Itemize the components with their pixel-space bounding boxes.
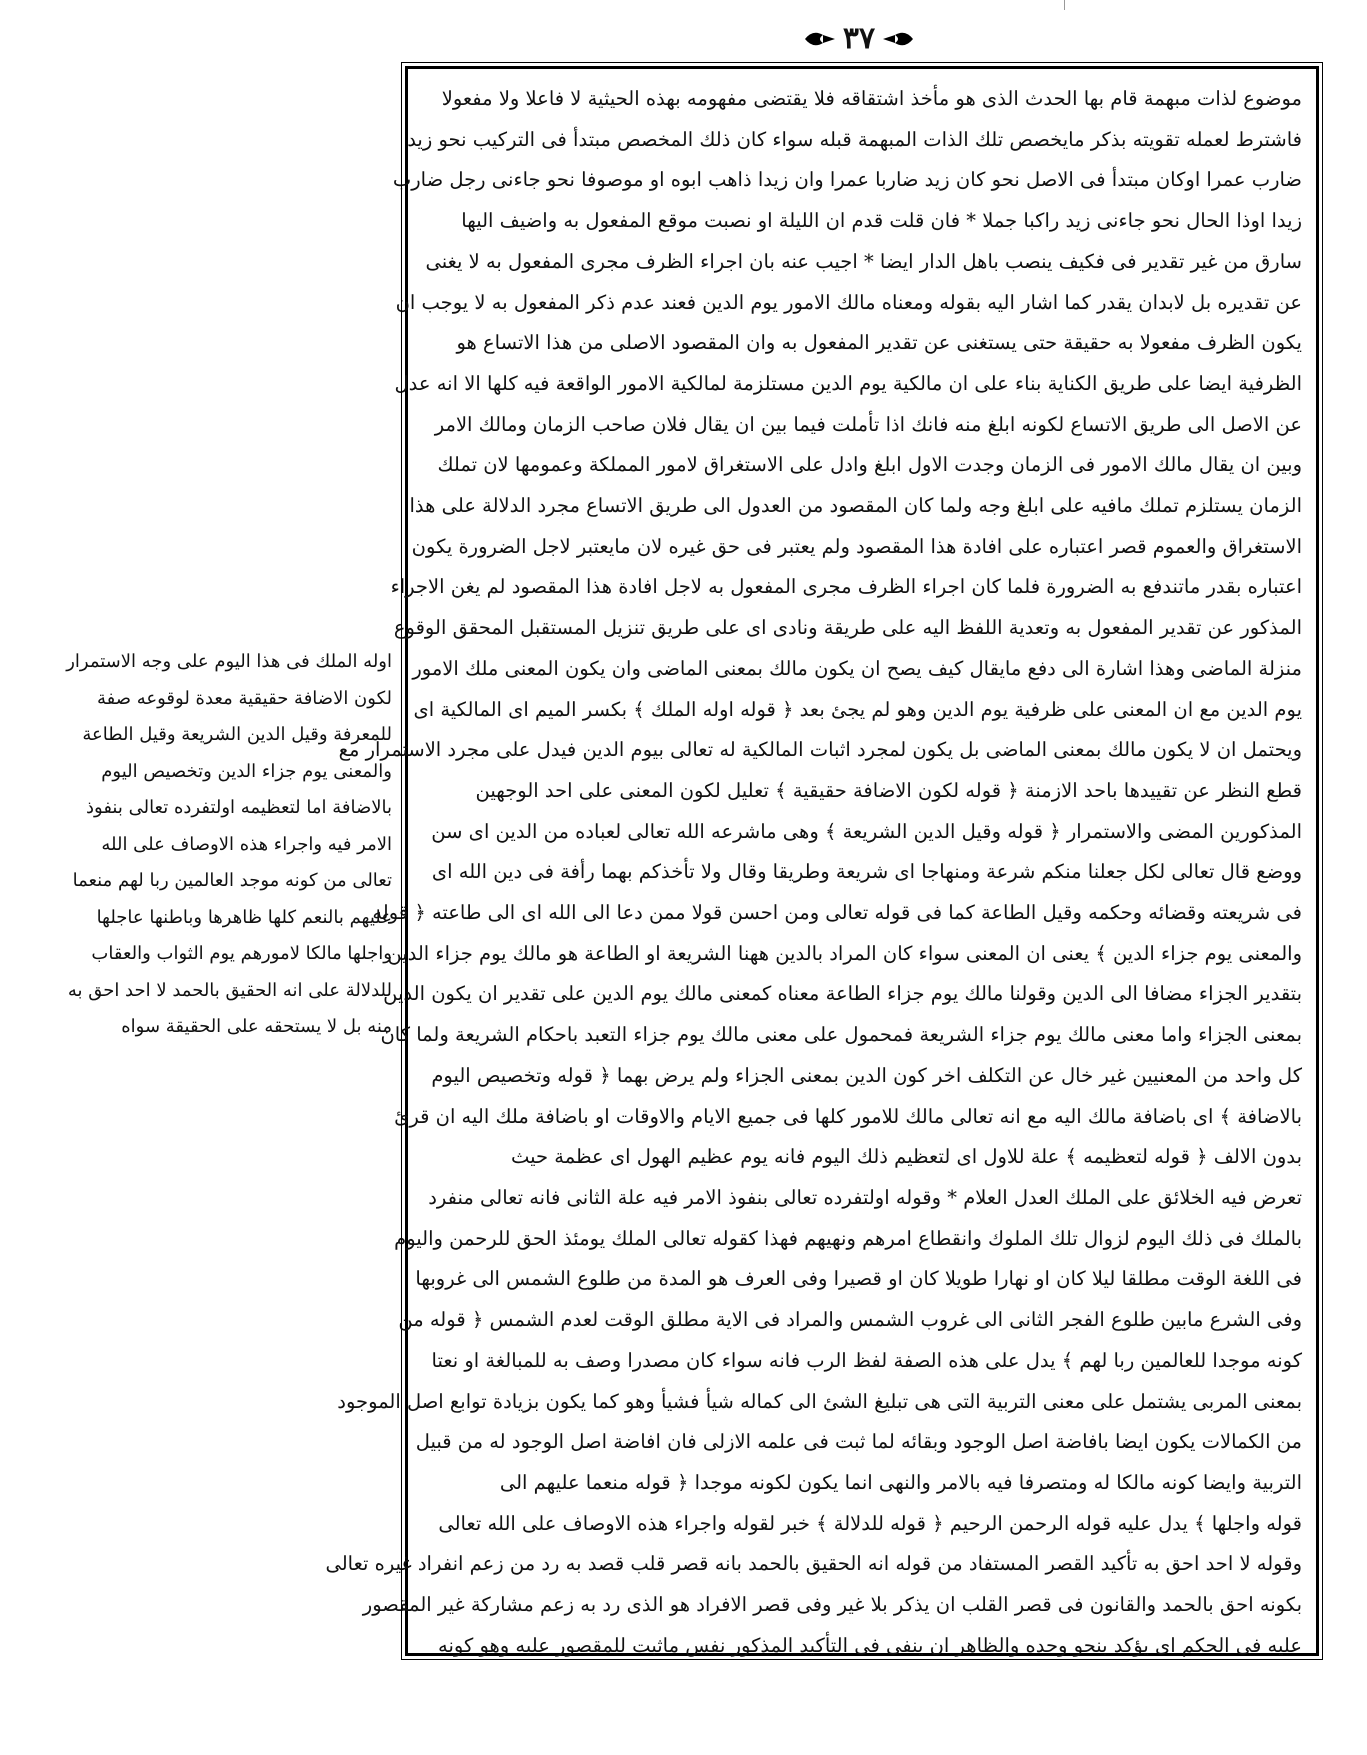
main-text-line: كونه موجدا للعالمين ربا لهم ﴾ يدل على هذه الصفة لفظ الرب فانه سواء كان مصدرا وصف به للمبالغة او نعتا <box>431 1348 1302 1372</box>
main-text-line: التربية وايضا كونه مالكا له ومتصرفا فيه بالامر والنهى انما يكون لكونه موجدا ﴿ قوله منعما عليهم الى <box>499 1470 1302 1494</box>
main-text-line: بالاضافة ﴾ اى باضافة مالك اليه مع انه تعالى مالك للامور كلها فى جميع الايام والاوقات او باضافة ملك اليه ان قرئ <box>394 1104 1302 1128</box>
main-text-line: وبين ان يقال مالك الامور فى الزمان وجدت الاول ابلغ وادل على الاستغراق لامور المملكة وعمومها لان تملك <box>437 453 1302 477</box>
main-text-line: قوله واجلها ﴾ يدل عليه قوله الرحمن الرحيم ﴿ قوله للدلالة ﴾ خبر لقوله واجراء هذه الاوصاف على الله تعالى <box>438 1511 1302 1535</box>
main-text-line: يكون الظرف مفعولا به حقيقة حتى يستغنى عن تقدير المفعول به وان المقصود الاصلى من هذا الاتساع هو <box>456 331 1302 355</box>
main-text-line: الظرفية ايضا على طريق الكناية بناء على ان مالكية يوم الدين مستلزمة لمالكية الامور الواقعة فيه كلها الا انه عدل <box>394 371 1302 395</box>
main-text-line: سارق من غير تقدير فى فكيف ينصب باهل الدار ايضا * اجيب عنه بان اجراء الظرف مجرى المفعول به لا يغنى <box>425 249 1302 273</box>
main-text-line: موضوع لذات مبهمة قام بها الحدث الذى هو مأخذ اشتقاقه فلا يقتضى مفهومه بهذه الحيثية لا فاعلا ولا مفعولا <box>441 87 1302 110</box>
margin-note-line: بالاضافة اما لتعظيمه اولتفرده تعالى بنفوذ <box>86 797 392 818</box>
main-text-line: بدون الالف ﴿ قوله لتعظيمه ﴾ علة للاول اى لتعظيم ذلك اليوم فانه يوم عظيم الهول اى عظمة حيث <box>511 1145 1302 1169</box>
main-text-line: ضارب عمرا اوكان مبتدأ فى الاصل نحو كان زيد ضاربا عمرا وان زيدا ذاهب ابوه او موصوفا نحو جاءنى رجل ضارب <box>392 168 1302 192</box>
main-text-line: عن الاصل الى طريق الاتساع لكونه ابلغ منه فانك اذا تأملت فيما بين ان يقال فلان صاحب الزمان ومالك الامر <box>434 412 1302 436</box>
main-text-line: بمعنى الجزاء واما معنى مالك يوم جزاء الشريعة فمحمول على معنى مالك يوم جزاء التعبد باحكام الشريعة ولما كان <box>380 1023 1302 1047</box>
main-text-line: تعرض فيه الخلائق على الملك العدل العلام * وقوله اولتفرده تعالى بنفوذ الامر فيه علة الثانى فانه تعالى منفرد <box>428 1185 1302 1209</box>
main-text-line: المذكورين المضى والاستمرار ﴿ قوله وقيل الدين الشريعة ﴾ وهى ماشرعه الله تعالى لعباده من الدين اى سن <box>431 819 1302 843</box>
main-text-line: منزلة الماضى وهذا اشارة الى دفع مايقال كيف يصح ان يكون مالك بمعنى الماضى وان يكون المعنى ملك الامور <box>412 656 1302 680</box>
main-text-line: زيدا اوذا الحال نحو جاءنى زيد راكبا جملا * فان قلت قدم ان الليلة او نصبت موقع المفعول به واضيف اليها <box>461 209 1302 233</box>
main-text-line: وقوله لا احد احق به تأكيد القصر المستفاد من قوله انه الحقيق بالحمد بانه قصر قلب قصد به رد من زعم انفراد غيره تعالى <box>325 1552 1302 1576</box>
main-text-line: عن تقديره بل لابدان يقدر كما اشار اليه بقوله ومعناه مالك الامور يوم الدين فعند عدم ذكر المفعول به لا يوجب ان <box>395 290 1302 314</box>
main-text-line: فى شريعته وقضائه وحكمه وقيل الطاعة كما فى قوله تعالى ومن احسن قولا ممن دعا الى الله اى الى طاعته ﴿ قوله <box>372 901 1302 925</box>
page-number-text: ٣٧ <box>842 21 876 56</box>
main-text-line: فاشترط لعمله تقويته بذكر مايخصص تلك الذات المبهمة قبله سواء كان ذلك المخصص مبتدأ فى التركيب نحو زيد <box>407 127 1302 151</box>
main-text-line: والمعنى يوم جزاء الدين ﴾ يعنى ان المعنى سواء كان المراد بالدين ههنا الشريعة او الطاعة هو مالك يوم جزاء الدين <box>387 941 1302 965</box>
main-text-line: بكونه احق بالحمد والقانون فى قصر القلب ان يذكر بلا غير وفى قصر الافراد هو الذى رد به زعم مشاركة غير المقصور <box>362 1593 1302 1617</box>
margin-note-line: للدلالة على انه الحقيق بالحمد لا احد احق به <box>67 979 392 1001</box>
main-text-line: من الكمالات يكون ايضا بافاضة اصل الوجود وبقائه لما ثبت فى علمه الازلى فان افاضة اصل الوجود له من قبيل <box>415 1430 1302 1454</box>
margin-note-line: الامر فيه واجراء هذه الاوصاف على الله <box>101 833 392 855</box>
main-text-line: فى اللغة الوقت مطلقا ليلا كان او نهارا طويلا كان او قصيرا وفى العرف هو المدة من طلوع الشمس الى غروبها <box>415 1267 1302 1291</box>
margin-note-line: عليهم بالنعم كلها ظاهرها وباطنها عاجلها <box>96 906 392 928</box>
ornament-right-icon <box>881 27 915 51</box>
main-text-line: عليه فى الحكم اى يؤكد بنحو وحده والظاهر ان ينفى فى التأكيد المذكور نفس ماثبت للمقصور عليه وهو كونه <box>438 1633 1302 1657</box>
main-text-line: يوم الدين مع ان المعنى على ظرفية يوم الدين وهو لم يجئ بعد ﴿ قوله اوله الملك ﴾ بكسر الميم اى المالكية اى <box>413 697 1302 721</box>
main-text-line: الزمان يستلزم تملك مافيه على ابلغ وجه ولما كان المقصود من العدول الى طريق الاتساع مجرد الدلالة على هذا <box>409 494 1302 518</box>
main-text-line: بتقدير الجزاء مضافا الى الدين وقولنا مالك يوم جزاء الطاعة معناه كمعنى مالك يوم الدين على تقدير ان يكون الدين <box>383 982 1302 1006</box>
main-text-line: ووضع قال تعالى لكل جعلنا منكم شرعة ومنهاجا اى شريعة وطريقا وقال ولا تأخذكم بهما رأفة فى دين الله اى <box>431 860 1302 884</box>
main-text-line: وفى الشرع مابين طلوع الفجر الثانى الى غروب الشمس والمراد فى الاية مطلق الوقت لعدم الشمس ﴿ قوله من <box>398 1308 1302 1332</box>
scan-mark <box>1064 0 1065 10</box>
margin-note-line: والمعنى يوم جزاء الدين وتخصيص اليوم <box>101 760 392 782</box>
margin-note-line: لكون الاضافة حقيقية معدة لوقوعه صفة <box>96 687 392 709</box>
margin-note <box>38 644 392 1046</box>
main-text-frame <box>325 66 1319 1657</box>
margin-note-line: تعالى من كونه موجد العالمين ربا لهم منعما <box>72 870 392 891</box>
main-text-line: الاستغراق والعموم قصر اعتباره على افادة هذا المقصود ولم يعتبر فى حق غيره لان مايعتبر لاجل الضرورة يكون <box>411 534 1302 558</box>
margin-note-line: منه بل لا يستحقه على الحقيقة سواه <box>121 1016 392 1037</box>
main-text-line: المذكور عن تقدير المفعول به وتعدية اللفظ اليه على طريقة ونادى اى على طريق تنزيل المستقبل المحقق الوقوع <box>393 616 1302 640</box>
ornament-left-icon <box>803 27 837 51</box>
main-text-line: ويحتمل ان لا يكون مالك بمعنى الماضى بل يكون لمجرد اثبات المالكية له تعالى بيوم الدين فيدل على مجرد الاستمرار مع <box>338 738 1302 762</box>
margin-note-line: اوله الملك فى هذا اليوم على وجه الاستمرار <box>66 651 392 672</box>
margin-note-line: للمعرفة وقيل الدين الشريعة وقيل الطاعة <box>82 724 392 745</box>
page-number <box>794 20 924 58</box>
main-text-line: بالملك فى ذلك اليوم لزوال تلك الملوك وانقطاع امرهم ونهيهم فهذا كقوله تعالى الملك يومئذ الحق للرحمن واليوم <box>394 1226 1302 1250</box>
main-text-line: قطع النظر عن تقييدها باحد الازمنة ﴿ قوله لكون الاضافة حقيقية ﴾ تعليل لكون المعنى على احد الوجهين <box>475 778 1302 802</box>
main-text-line: بمعنى المربى يشتمل على معنى التربية التى هى تبليغ الشئ الى كماله شيأ فشيأ وهو كما يكون بزيادة توابع اصل الموجود <box>337 1389 1302 1413</box>
main-text-body <box>325 79 1302 1657</box>
main-text-line: اعتباره بقدر ماتندفع به الضرورة فلما كان اجراء الظرف مجرى المفعول به لاجل افادة هذا المقصود لم يغن الاجراء <box>390 575 1302 599</box>
main-text-line: كل واحد من المعنيين غير خال عن التكلف اخر كون الدين بمعنى الجزاء ولم يرض بهما ﴿ قوله وتخصيص اليوم <box>431 1063 1302 1087</box>
margin-note-line: واجلها مالكا لامورهم يوم الثواب والعقاب <box>91 943 392 964</box>
